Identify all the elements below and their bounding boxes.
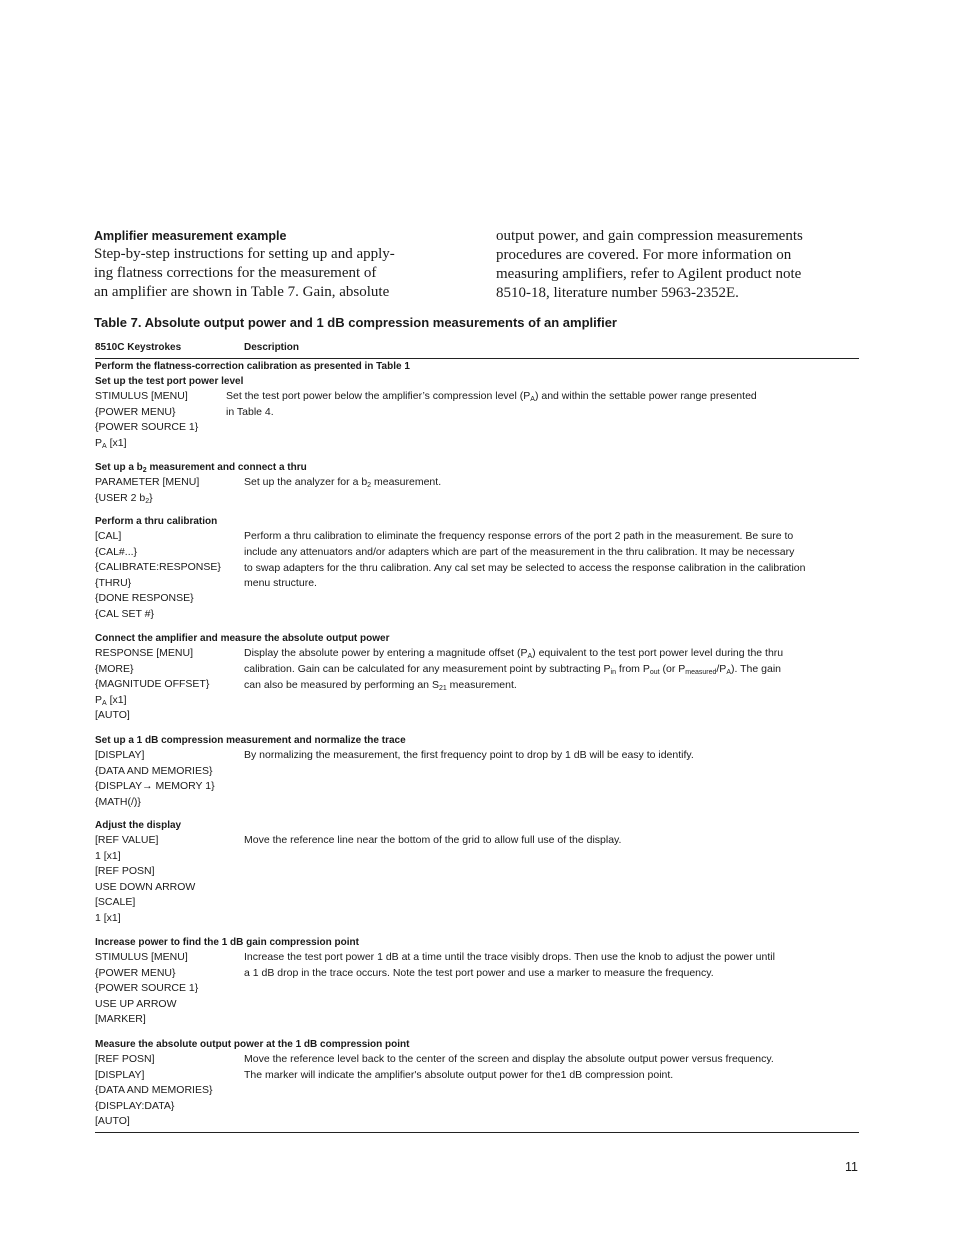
keystroke: STIMULUS [MENU]	[95, 390, 188, 402]
keystroke-list	[95, 833, 240, 926]
column-header-keystrokes: 8510C Keystrokes	[95, 342, 182, 353]
keystroke: STIMULUS [MENU]	[95, 951, 188, 963]
keystroke: {MORE}	[95, 662, 134, 675]
table-bottom-rule	[95, 1132, 859, 1133]
section-title: Connect the amplifier and measure the absolute output power	[95, 633, 390, 644]
table-section-thru-calibration	[95, 514, 859, 622]
keystroke: [AUTO]	[95, 709, 130, 721]
keystroke: {USER 2 $b_2$}	[95, 491, 153, 505]
table-section-adjust-display	[95, 818, 859, 926]
table-row	[95, 1052, 859, 1130]
row-description: Increase the test port power 1 dB at a time until the trace visibly drops. Then use the knob to adjust the power until a 1 dB drop in the trace occurs. Note the test port power and use a marker to measure the frequency.	[244, 951, 775, 979]
keystroke: [REF POSN]	[95, 865, 155, 877]
row-description: Set up the analyzer for a $b_2$ measurement.	[244, 476, 442, 489]
section-title: Set up a $b_2$ measurement and connect a thru	[95, 462, 307, 474]
keystroke: {DATA AND MEMORIES}	[95, 764, 213, 777]
table-row	[95, 529, 859, 622]
intro-paragraph-part-2: output power, and gain compression measurements procedures are covered. For more information on measuring amplifiers, refer to Agilent product note 8510-18, literature number 5963-2352E.	[496, 228, 803, 301]
keystroke: {DISPLAY→ MEMORY 1}	[95, 780, 215, 792]
section-title: Set up a 1 dB compression measurement and normalize the trace	[95, 735, 406, 746]
row-description: Set the test port power below the amplifier’s compression level $(P_A)$ and within the settable power range presented in Table 4.	[226, 390, 757, 418]
keystroke-list	[95, 950, 240, 1028]
keystroke: {MAGNITUDE OFFSET}	[95, 678, 210, 690]
keystroke: [MARKER]	[95, 1013, 146, 1025]
keystroke: [REF VALUE]	[95, 834, 159, 846]
keystroke: 1 [x1]	[95, 911, 121, 924]
keystroke-list	[95, 475, 240, 506]
keystroke: [CAL]	[95, 530, 122, 542]
table-row	[95, 646, 859, 724]
keystroke: {POWER SOURCE 1}	[95, 421, 199, 433]
table-row	[95, 950, 859, 1028]
intro-paragraph-part-1: Step-by-step instructions for setting up and apply- ing flatness corrections for the measurement of an amplifier are shown in Table 7. Gain, absolute	[94, 246, 395, 300]
keystroke: PARAMETER [MENU]	[95, 476, 200, 488]
table-preamble: Perform the flatness-correction calibration as presented in Table 1	[95, 361, 410, 372]
keystroke: {DISPLAY:DATA}	[95, 1099, 175, 1112]
keystroke-table	[95, 340, 859, 1127]
keystroke: [SCALE]	[95, 896, 136, 908]
section-title: Measure the absolute output power at the 1 dB compression point	[95, 1039, 410, 1050]
table-section-output-power-at-compression	[95, 1037, 859, 1130]
table-row	[95, 833, 859, 926]
keystroke: {POWER SOURCE 1}	[95, 982, 199, 994]
keystroke-list	[95, 529, 240, 622]
section-title: Increase power to find the 1 dB gain compression point	[95, 937, 359, 948]
section-title: Perform a thru calibration	[95, 516, 218, 527]
keystroke: {POWER MENU}	[95, 966, 176, 979]
row-description: Display the absolute power by entering a magnitude offset $(P_A)$ equivalent to the test port power level during the thru calibration. Gain can be calculated for any measurement point by subtracting $P_{in}$ from $P_{out}$ (or $P_{measured}/P_A$). The gain can also be measured by performing an $S_{21}$ measurement.	[244, 647, 784, 692]
keystroke-list	[95, 389, 240, 451]
keystroke: {DATA AND MEMORIES}	[95, 1084, 213, 1096]
keystroke-list	[95, 646, 240, 724]
keystroke: $P_A$ [x1]	[95, 693, 127, 707]
column-header-description: Description	[244, 342, 300, 353]
table-section-absolute-output-power	[95, 631, 859, 724]
keystroke: {CAL SET #}	[95, 607, 154, 620]
keystroke: {THRU}	[95, 576, 132, 589]
keystroke: {DONE RESPONSE}	[95, 592, 194, 604]
section-heading: Amplifier measurement example	[94, 229, 287, 243]
keystroke: {POWER MENU}	[95, 405, 176, 418]
section-title: Adjust the display	[95, 820, 182, 831]
intro-right-column	[496, 227, 866, 303]
page-number: 11	[845, 1160, 858, 1174]
row-description: Move the reference level back to the center of the screen and display the absolute output power versus frequency. The marker will indicate the amplifier's absolute output power for the1 dB compression point.	[244, 1053, 774, 1081]
table-section-normalize-trace	[95, 733, 859, 810]
table-section-gain-compression-point	[95, 935, 859, 1028]
keystroke: [DISPLAY]	[95, 1068, 145, 1081]
table-row	[95, 389, 859, 451]
keystroke: USE UP ARROW	[95, 997, 177, 1010]
table-row	[95, 475, 859, 506]
table-section-power-level	[95, 359, 859, 451]
keystroke: {CAL#...}	[95, 545, 138, 558]
keystroke: [REF POSN]	[95, 1053, 155, 1065]
keystroke-list	[95, 748, 240, 810]
keystroke: {CALIBRATE:RESPONSE}	[95, 561, 221, 573]
section-title: Set up the test port power level	[95, 376, 244, 387]
keystroke: [DISPLAY]	[95, 749, 145, 761]
keystroke: $P_A$ [x1]	[95, 436, 127, 450]
row-description: Perform a thru calibration to eliminate the frequency response errors of the port 2 path in the measurement. Be sure to include any attenuators and/or adapters which are part of the measurement in the thru calibration. It may be necessary to swap adapters for the thru calibration. Any cal set may be selected to access the response calibration in the calibration menu structure.	[244, 530, 806, 590]
row-description: Move the reference line near the bottom of the grid to allow full use of the display.	[244, 834, 622, 846]
keystroke: [AUTO]	[95, 1115, 130, 1127]
table-row	[95, 748, 859, 810]
table-title: Table 7. Absolute output power and 1 dB compression measurements of an amplifier	[94, 315, 617, 330]
table-section-b2-measurement	[95, 460, 859, 506]
keystroke-list	[95, 1052, 240, 1130]
keystroke: 1 [x1]	[95, 849, 121, 862]
keystroke: {MATH(/)}	[95, 795, 141, 808]
table-header	[95, 340, 859, 359]
row-description: By normalizing the measurement, the first frequency point to drop by 1 dB will be easy to identify.	[244, 749, 694, 761]
intro-left-column	[94, 228, 464, 302]
keystroke: USE DOWN ARROW	[95, 880, 196, 893]
keystroke: RESPONSE [MENU]	[95, 647, 194, 659]
